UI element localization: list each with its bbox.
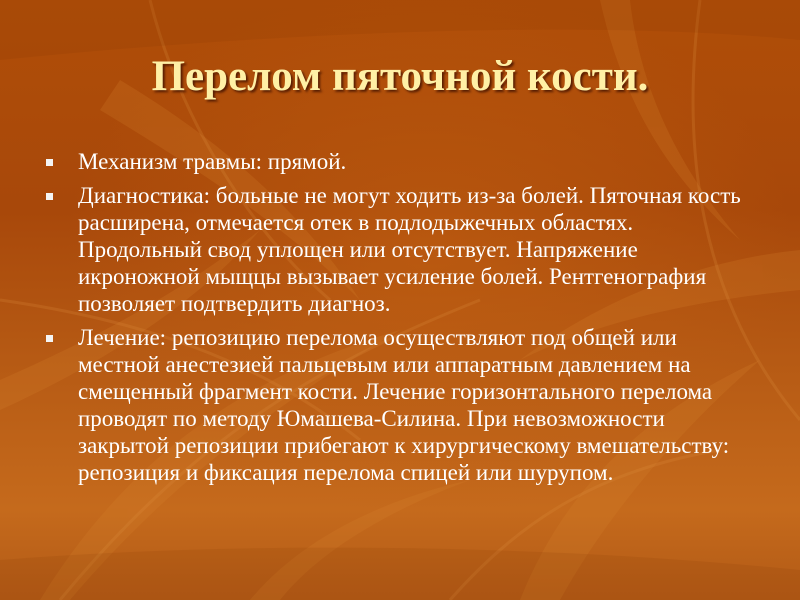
slide-title: Перелом пяточной кости. xyxy=(151,53,649,100)
bullet-item-treatment xyxy=(44,324,756,486)
bullet-text-mechanism: Механизм травмы: прямой. xyxy=(78,149,347,174)
bullet-text-diagnostics: Диагностика: больные не могут ходить из-за болей. Пяточная кость расширена, отмечается отек в подлодыжечных областях. Продольный свод уплощен или отсутствует. Напряжение икроножной мыщцы вызывает усиление болей. Рентгенография позволяет подтвердить диагноз. xyxy=(78,183,741,316)
square-bullet-icon xyxy=(46,159,53,166)
bullet-item-diagnostics xyxy=(44,182,756,317)
square-bullet-icon xyxy=(46,335,53,342)
bullet-text-treatment: Лечение: репозицию перелома осуществляют под общей или местной анестезией пальцевым или аппаратным давлением на смещенный фрагмент кости. Лечение горизонтального перелома проводят по методу Юмашева-Силина. При невозможности закрытой репозиции прибегают к хирургическому вмешательству: репозиция и фиксация перелома спицей или шурупом. xyxy=(78,325,730,485)
bullet-list xyxy=(44,148,756,493)
square-bullet-icon xyxy=(46,193,53,200)
bullet-item-mechanism xyxy=(44,148,756,175)
